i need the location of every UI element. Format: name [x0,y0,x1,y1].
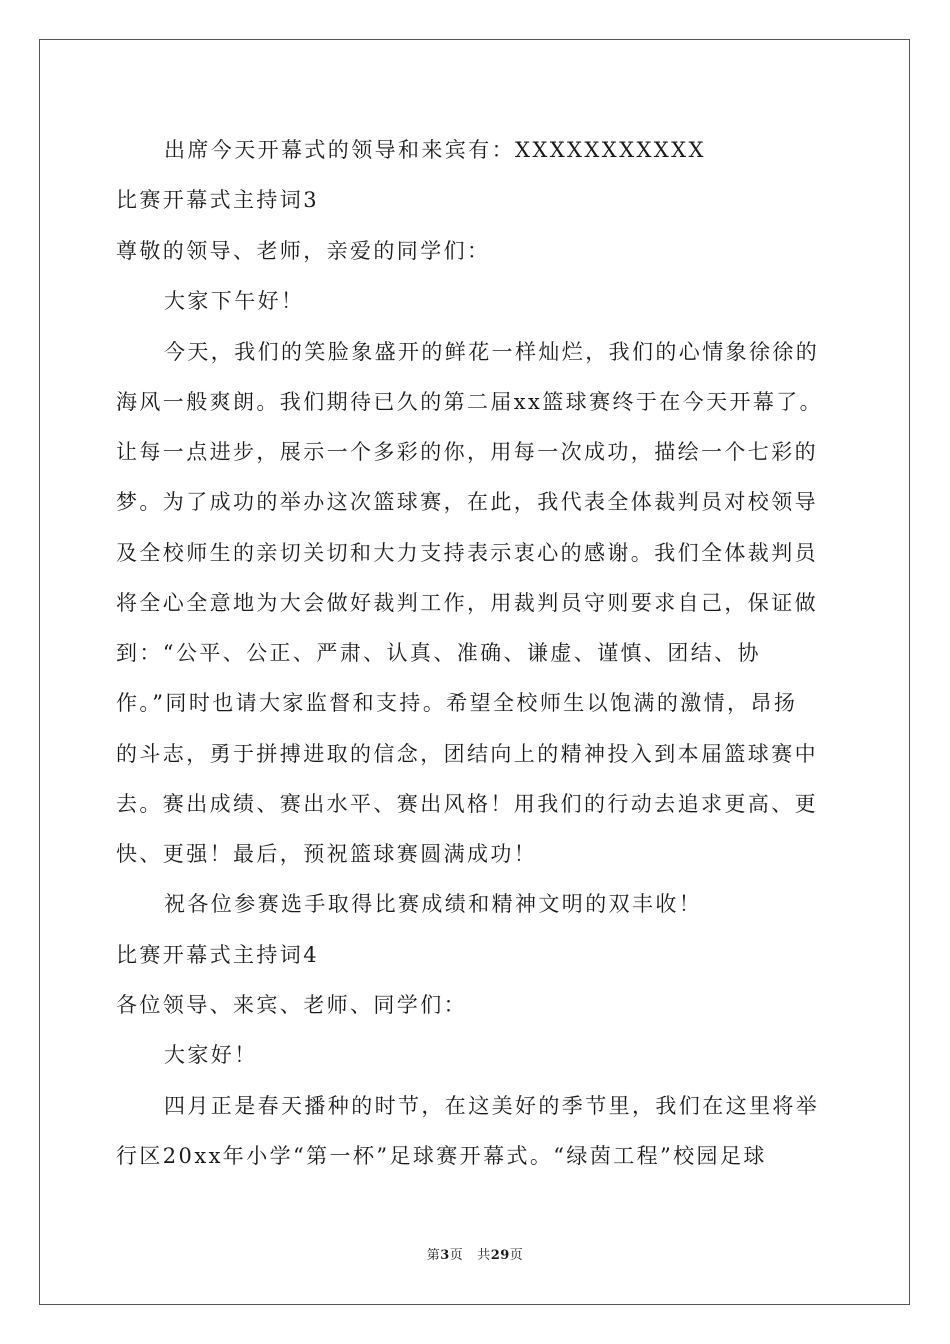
text-line: 去。赛出成绩、赛出水平、赛出风格！用我们的行动去追求更高、更 [116,792,818,816]
text-line: 四月正是春天播种的时节，在这美好的季节里，我们在这里将举 [164,1094,820,1118]
text-line: 今天，我们的笑脸象盛开的鲜花一样灿烂，我们的心情象徐徐的 [164,340,820,364]
text-line: 大家好！ [164,1043,258,1067]
text-line: 大家下午好！ [164,289,305,313]
text-line: 祝各位参赛选手取得比赛成绩和精神文明的双丰收！ [164,892,703,916]
text-line: 尊敬的领导、老师，亲爱的同学们： [116,239,491,263]
text-line: 快、更强！最后，预祝篮球赛圆满成功！ [116,842,538,866]
text-line: 及全校师生的亲切关切和大力支持表示衷心的感谢。我们全体裁判员 [116,541,818,565]
text-line: 海风一般爽朗。我们期待已久的第二届xx篮球赛终于在今天开幕了。 [116,390,824,414]
text-line: 各位领导、来宾、老师、同学们： [116,993,467,1017]
text-line: 出席今天开幕式的领导和来宾有：XXXXXXXXXXX [164,138,706,162]
text-line: 将全心全意地为大会做好裁判工作，用裁判员守则要求自己，保证做 [116,591,818,615]
footer-page-prefix: 第 [426,1248,441,1263]
text-line: 让每一点进步，展示一个多彩的你，用每一次成功，描绘一个七彩的 [116,440,818,464]
page-footer [0,1246,950,1266]
footer-page-suffix: 页 [449,1248,464,1263]
footer-total-pages: 29 [490,1248,510,1263]
text-line: 行区20xx年小学“第一杯”足球赛开幕式。“绿茵工程”校园足球 [116,1144,767,1168]
text-line: 作。”同时也请大家监督和支持。希望全校师生以饱满的激情，昂扬 [116,691,798,715]
footer-total-suffix: 页 [509,1248,524,1263]
text-line: 到：“公平、公正、严肃、认真、准确、谦虚、谨慎、团结、协 [116,641,761,665]
footer-total-prefix: 共 [477,1248,491,1263]
text-line: 的斗志，勇于拼搏进取的信念，团结向上的精神投入到本届篮球赛中 [116,742,818,766]
footer-page-number: 3 [440,1248,450,1263]
section-heading: 比赛开幕式主持词4 [116,943,319,967]
text-line: 梦。为了成功的举办这次篮球赛，在此，我代表全体裁判员对校领导 [116,490,818,514]
section-heading: 比赛开幕式主持词3 [116,188,319,212]
